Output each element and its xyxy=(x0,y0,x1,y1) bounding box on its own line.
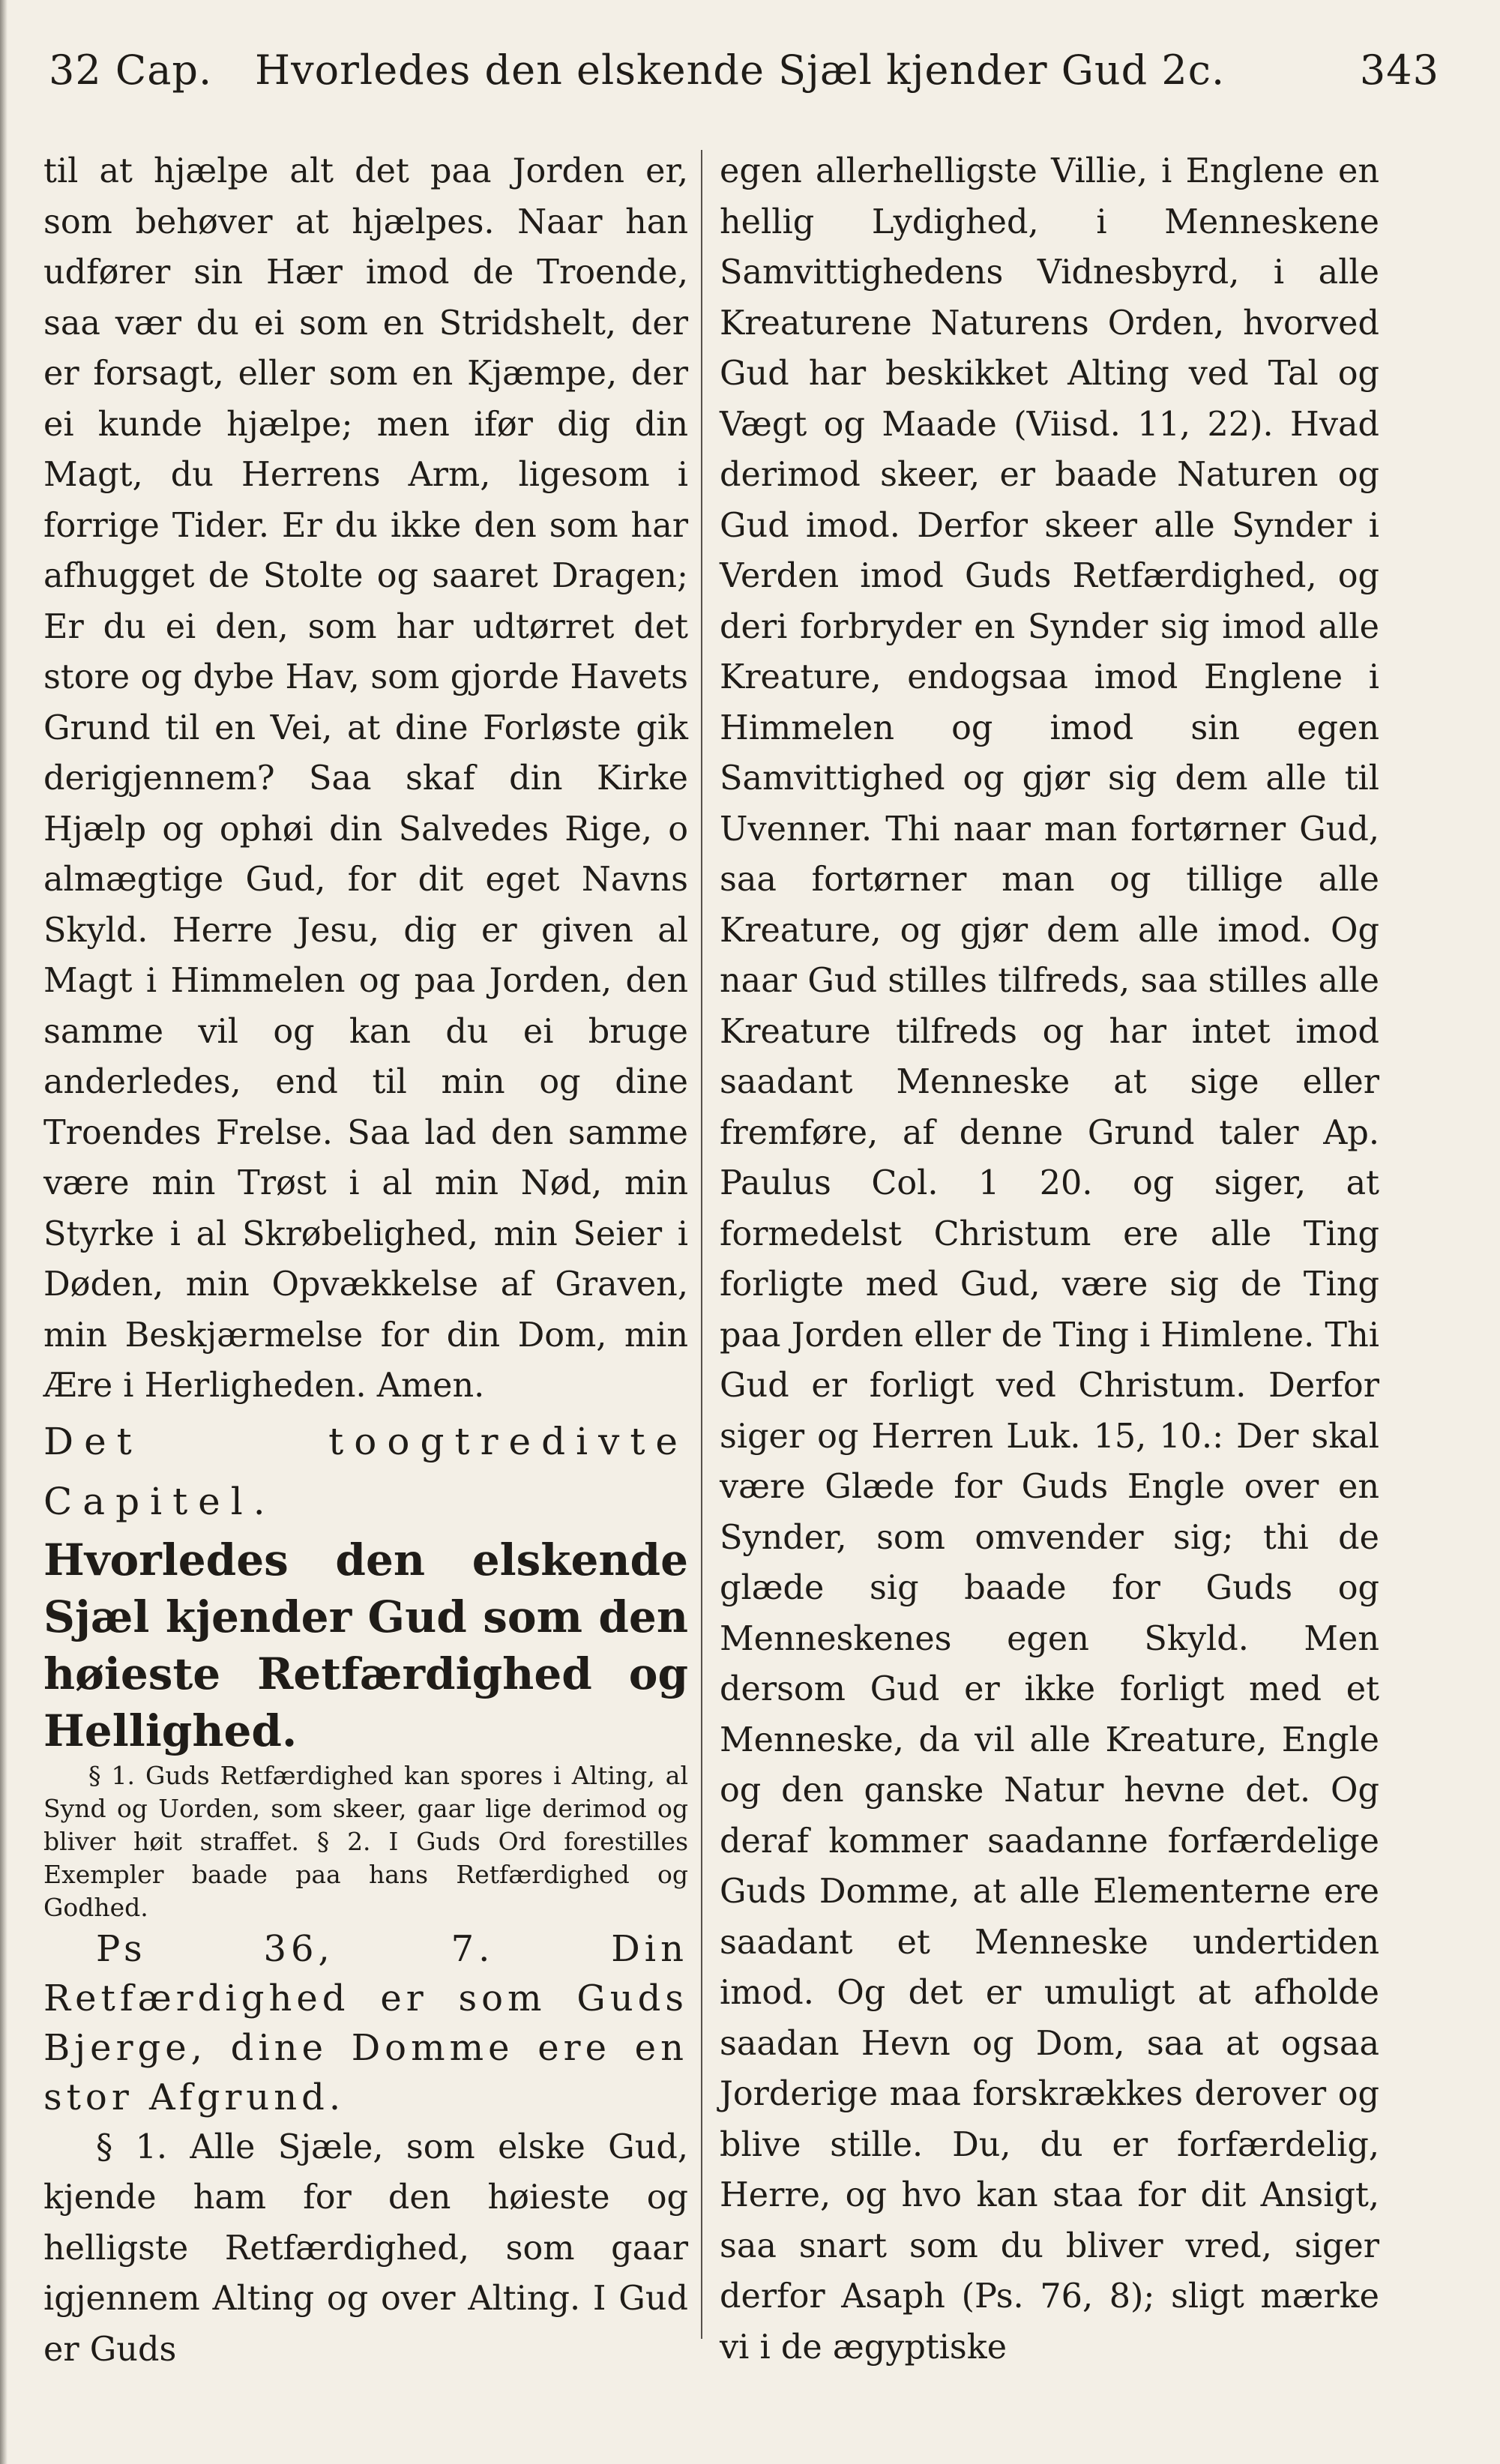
column-divider xyxy=(701,150,702,2339)
page-edge-shadow xyxy=(0,0,7,2464)
header-chapter: 32 Cap. xyxy=(49,46,213,94)
header-running-title: Hvorledes den elskende Sjæl kjender Gud 2c. xyxy=(255,46,1226,94)
running-header xyxy=(30,46,1439,114)
section-paragraph: § 1. Alle Sjæle, som elske Gud, kjende ham for den høieste og helligste Retfærdighed, som gaar igjennem Alting og over Alting. I Gud er Guds xyxy=(43,2127,688,2369)
left-column xyxy=(43,146,688,2375)
chapter-label: Det toogtredivte Capitel. xyxy=(43,1419,688,1523)
chapter-summary: § 1. Guds Retfærdighed kan spores i Alting, al Synd og Uorden, som skeer, gaar lige derimod og bliver høit straffet. § 2. I Guds Ord forestilles Exempler baade paa hans Retfærdighed og Godhed. xyxy=(43,1760,688,1922)
continuation-text: til at hjælpe alt det paa Jorden er, som behøver at hjælpes. Naar han udfører sin Hær imod de Troende, saa vær du ei som en Stridshelt, der er forsagt, eller som en Kjæmpe, der ei kunde hjælpe; men ifør dig din Magt, du Herrens Arm, ligesom i forrige Tider. Er du ikke den som har afhugget de Stolte og saaret Dragen; Er du ei den, som har udtørret det store og dybe Hav, som gjorde Havets Grund til en Vei, at dine Forløste gik derigjennem? Saa skaf din Kirke Hjælp og ophøi din Salvedes Rige, o almægtige Gud, for dit eget Navns Skyld. Herre Jesu, dig er given al Magt i Himmelen og paa Jorden, den samme vil og kan du ei bruge anderledes, end til min og dine Troendes Frelse. Saa lad den samme være min Trøst i al min Nød, min Styrke i al Skrøbelighed, min Seier i Døden, min Opvækkelse af Graven, min Beskjærmelse for din Dom, min Ære i Herligheden. Amen. xyxy=(43,152,688,1405)
page-number: 343 xyxy=(1359,46,1439,94)
scripture-verse: Ps 36, 7. Din Retfærdighed er som Guds Bjerge, dine Domme ere en stor Afgrund. xyxy=(43,1927,688,2118)
right-column-text: egen allerhelligste Villie, i Englene en hellig Lydighed, i Menneskene Samvittighedens Vidnesbyrd, i alle Kreaturene Naturens Orden, hvorved Gud har beskikket Alting ved Tal og Vægt og Maade (Viisd. 11, 22). Hvad derimod skeer, er baade Naturen og Gud imod. Derfor skeer alle Synder i Verden imod Guds Retfærdighed, og deri forbryder en Synder sig imod alle Kreature, endogsaa imod Englene i Himmelen og imod sin egen Samvittighed og gjør sig dem alle til Uvenner. Thi naar man fortørner Gud, saa fortørner man og tillige alle Kreature, og gjør dem alle imod. Og naar Gud stilles tilfreds, saa stilles alle Kreature tilfreds og har intet imod saadant Menneske at sige eller fremføre, af denne Grund taler Ap. Paulus Col. 1 20. og siger, at formedelst Christum ere alle Ting forligte med Gud, være sig de Ting paa Jorden eller de Ting i Himlene. Thi Gud er forligt ved Christum. Derfor siger og Herren Luk. 15, 10.: Der skal være Glæde for Guds Engle over en Synder, som omvender sig; thi de glæde sig baade for Guds og Menneskenes egen Skyld. Men dersom Gud er ikke forligt med et Menneske, da vil alle Kreature, Engle og den ganske Natur hevne det. Og deraf kommer saadanne forfærdelige Guds Domme, at alle Elementerne ere saadant et Menneske undertiden imod. Og det er umuligt at afholde saadan Hevn og Dom, saa at ogsaa Jorderige maa forskrækkes derover og blive stille. Du, du er forfærdelig, Herre, og hvo kan staa for dit Ansigt, saa snart som du bliver vred, siger derfor Asaph (Ps. 76, 8); sligt mærke vi i de ægyptiske xyxy=(720,152,1379,2367)
chapter-heading: Hvorledes den elskende Sjæl kjender Gud som den høieste Retfærdighed og Hellighed. xyxy=(43,1534,688,1756)
right-column xyxy=(720,146,1379,2373)
